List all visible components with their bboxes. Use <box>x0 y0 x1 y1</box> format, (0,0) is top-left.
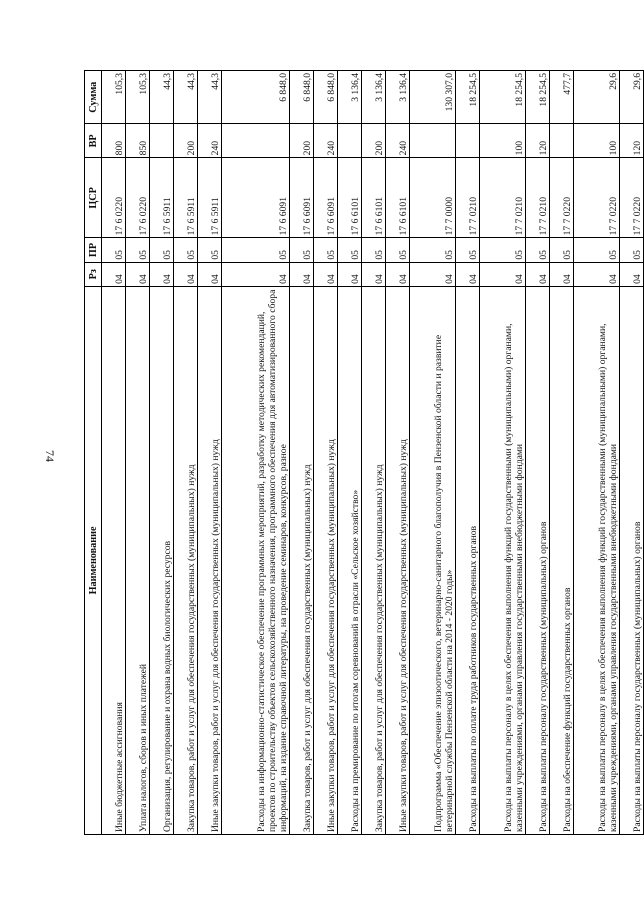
row-vr: 240 <box>198 124 222 158</box>
row-csr: 17 7 0220 <box>574 158 620 238</box>
row-rz: 04 <box>620 262 644 286</box>
row-pr: 05 <box>574 238 620 262</box>
header-vr: ВР <box>85 124 102 158</box>
row-rz: 04 <box>222 262 290 286</box>
row-sum: 18 254,5 <box>526 71 550 124</box>
row-pr: 05 <box>480 238 526 262</box>
row-vr: 200 <box>174 124 198 158</box>
row-pr: 05 <box>526 238 550 262</box>
row-vr: 850 <box>126 124 150 158</box>
row-vr: 120 <box>620 124 644 158</box>
row-sum: 18 254,5 <box>480 71 526 124</box>
table-row <box>620 71 644 835</box>
row-vr: 200 <box>362 124 386 158</box>
row-name: Иные закупки товаров, работ и услуг для обеспечения государственных (муниципальных) нужд <box>386 286 410 834</box>
row-vr: 240 <box>386 124 410 158</box>
row-name: Закупка товаров, работ и услуг для обеспечения государственных (муниципальных) нужд <box>290 286 314 834</box>
row-sum: 3 136,4 <box>386 71 410 124</box>
table-row <box>362 71 386 835</box>
row-rz: 04 <box>102 262 126 286</box>
row-sum: 3 136,4 <box>338 71 362 124</box>
row-vr: 240 <box>314 124 338 158</box>
row-name: Подпрограмма «Обеспечение эпизоотического, ветеринарно-санитарного благополучия в Пензенской области и развитие ветеринарной службы Пензенской области на 2014 - 2020 годы» <box>410 286 456 834</box>
row-csr: 17 6 6091 <box>222 158 290 238</box>
table-header-row <box>85 71 102 835</box>
table-row <box>222 71 290 835</box>
table-row <box>126 71 150 835</box>
row-sum: 44,3 <box>198 71 222 124</box>
row-rz: 04 <box>456 262 480 286</box>
row-csr: 17 7 0220 <box>550 158 574 238</box>
header-rz: Рз <box>85 262 102 286</box>
table-row <box>480 71 526 835</box>
row-rz: 04 <box>126 262 150 286</box>
row-csr: 17 6 6101 <box>338 158 362 238</box>
header-pr: ПР <box>85 238 102 262</box>
row-name: Расходы на выплаты по оплате труда работников государственных органов <box>456 286 480 834</box>
row-vr <box>550 124 574 158</box>
row-rz: 04 <box>410 262 456 286</box>
row-pr: 05 <box>338 238 362 262</box>
row-vr <box>410 124 456 158</box>
table-row <box>174 71 198 835</box>
row-rz: 04 <box>198 262 222 286</box>
row-rz: 04 <box>150 262 174 286</box>
row-sum: 6 848,0 <box>314 71 338 124</box>
row-vr: 100 <box>480 124 526 158</box>
row-sum: 130 307,0 <box>410 71 456 124</box>
row-csr: 17 7 0210 <box>526 158 550 238</box>
row-rz: 04 <box>526 262 550 286</box>
row-sum: 18 254,5 <box>456 71 480 124</box>
table-row <box>314 71 338 835</box>
row-sum: 105,3 <box>126 71 150 124</box>
row-sum: 44,3 <box>150 71 174 124</box>
row-rz: 04 <box>386 262 410 286</box>
row-pr: 05 <box>150 238 174 262</box>
row-pr: 05 <box>102 238 126 262</box>
row-csr: 17 6 6101 <box>386 158 410 238</box>
table-row <box>198 71 222 835</box>
row-csr: 17 7 0210 <box>456 158 480 238</box>
row-sum: 477,7 <box>550 71 574 124</box>
row-name: Уплата налогов, сборов и иных платежей <box>126 286 150 834</box>
row-name: Расходы на выплаты персоналу государственных (муниципальных) органов <box>526 286 550 834</box>
row-rz: 04 <box>314 262 338 286</box>
row-vr <box>222 124 290 158</box>
row-vr: 800 <box>102 124 126 158</box>
row-pr: 05 <box>126 238 150 262</box>
table-row <box>290 71 314 835</box>
row-name: Расходы на обеспечение функций государственных органов <box>550 286 574 834</box>
row-vr <box>338 124 362 158</box>
row-sum: 29,6 <box>620 71 644 124</box>
table-row <box>456 71 480 835</box>
row-sum: 3 136,4 <box>362 71 386 124</box>
row-sum: 44,3 <box>174 71 198 124</box>
row-pr: 05 <box>222 238 290 262</box>
row-csr: 17 6 0220 <box>102 158 126 238</box>
row-rz: 04 <box>550 262 574 286</box>
table-row <box>338 71 362 835</box>
row-rz: 04 <box>174 262 198 286</box>
table-row <box>550 71 574 835</box>
row-csr: 17 6 5911 <box>198 158 222 238</box>
header-sum: Сумма <box>85 71 102 124</box>
row-pr: 05 <box>174 238 198 262</box>
row-vr: 100 <box>574 124 620 158</box>
row-pr: 05 <box>362 238 386 262</box>
row-name: Расходы на выплаты персоналу в целях обеспечения выполнения функций государственными (муниципальными) органами, казенными учреждениями, органами управления государственными внебюджетными фондами <box>574 286 620 834</box>
row-csr: 17 6 6101 <box>362 158 386 238</box>
row-csr: 17 6 5911 <box>150 158 174 238</box>
row-name: Расходы на выплаты персоналу государственных (муниципальных) органов <box>620 286 644 834</box>
table-row <box>386 71 410 835</box>
budget-table-sheet <box>84 70 644 835</box>
row-sum: 105,3 <box>102 71 126 124</box>
row-sum: 29,6 <box>574 71 620 124</box>
row-pr: 05 <box>550 238 574 262</box>
row-rz: 04 <box>290 262 314 286</box>
table-row <box>150 71 174 835</box>
row-name: Иные закупки товаров, работ и услуг для обеспечения государственных (муниципальных) нужд <box>314 286 338 834</box>
table-row <box>102 71 126 835</box>
row-name: Закупка товаров, работ и услуг для обеспечения государственных (муниципальных) нужд <box>174 286 198 834</box>
row-pr: 05 <box>620 238 644 262</box>
row-rz: 04 <box>362 262 386 286</box>
row-rz: 04 <box>574 262 620 286</box>
row-name: Расходы на выплаты персоналу в целях обеспечения выполнения функций государственными (муниципальными) органами, казенными учреждениями, органами управления государственными внебюджетными фондами <box>480 286 526 834</box>
row-csr: 17 7 0210 <box>480 158 526 238</box>
row-rz: 04 <box>480 262 526 286</box>
budget-table <box>84 70 644 835</box>
table-row <box>574 71 620 835</box>
header-csr: ЦСР <box>85 158 102 238</box>
row-vr <box>456 124 480 158</box>
row-name: Расходы на премирование по итогам соревнований в отрасли «Сельское хозяйство» <box>338 286 362 834</box>
table-row <box>410 71 456 835</box>
row-pr: 05 <box>410 238 456 262</box>
page-number: 74 <box>43 450 57 462</box>
row-pr: 05 <box>290 238 314 262</box>
table-row <box>526 71 550 835</box>
row-csr: 17 6 6091 <box>290 158 314 238</box>
row-csr: 17 6 5911 <box>174 158 198 238</box>
row-name: Иные закупки товаров, работ и услуг для обеспечения государственных (муниципальных) нужд <box>198 286 222 834</box>
row-pr: 05 <box>314 238 338 262</box>
row-name: Расходы на информационно-статистическое обеспечение программных мероприятий, разработку методических рекомендаций, проектов по строительству объектов сельскохозяйственного назначения, программного обеспечения для автоматизированного сбора информаций, на издание справочной литературы, на проведение семинаров, конкурсов, разное <box>222 286 290 834</box>
row-vr <box>150 124 174 158</box>
row-pr: 05 <box>386 238 410 262</box>
row-name: Иные бюджетные ассигнования <box>102 286 126 834</box>
row-name: Закупка товаров, работ и услуг для обеспечения государственных (муниципальных) нужд <box>362 286 386 834</box>
row-sum: 6 848,0 <box>222 71 290 124</box>
row-rz: 04 <box>338 262 362 286</box>
row-csr: 17 7 0000 <box>410 158 456 238</box>
row-name: Организация, регулирование и охрана водных биологических ресурсов <box>150 286 174 834</box>
row-csr: 17 6 6091 <box>314 158 338 238</box>
row-pr: 05 <box>198 238 222 262</box>
header-name: Наименование <box>85 286 102 834</box>
row-csr: 17 7 0220 <box>620 158 644 238</box>
row-sum: 6 848,0 <box>290 71 314 124</box>
row-csr: 17 6 0220 <box>126 158 150 238</box>
row-vr: 200 <box>290 124 314 158</box>
row-pr: 05 <box>456 238 480 262</box>
row-vr: 120 <box>526 124 550 158</box>
